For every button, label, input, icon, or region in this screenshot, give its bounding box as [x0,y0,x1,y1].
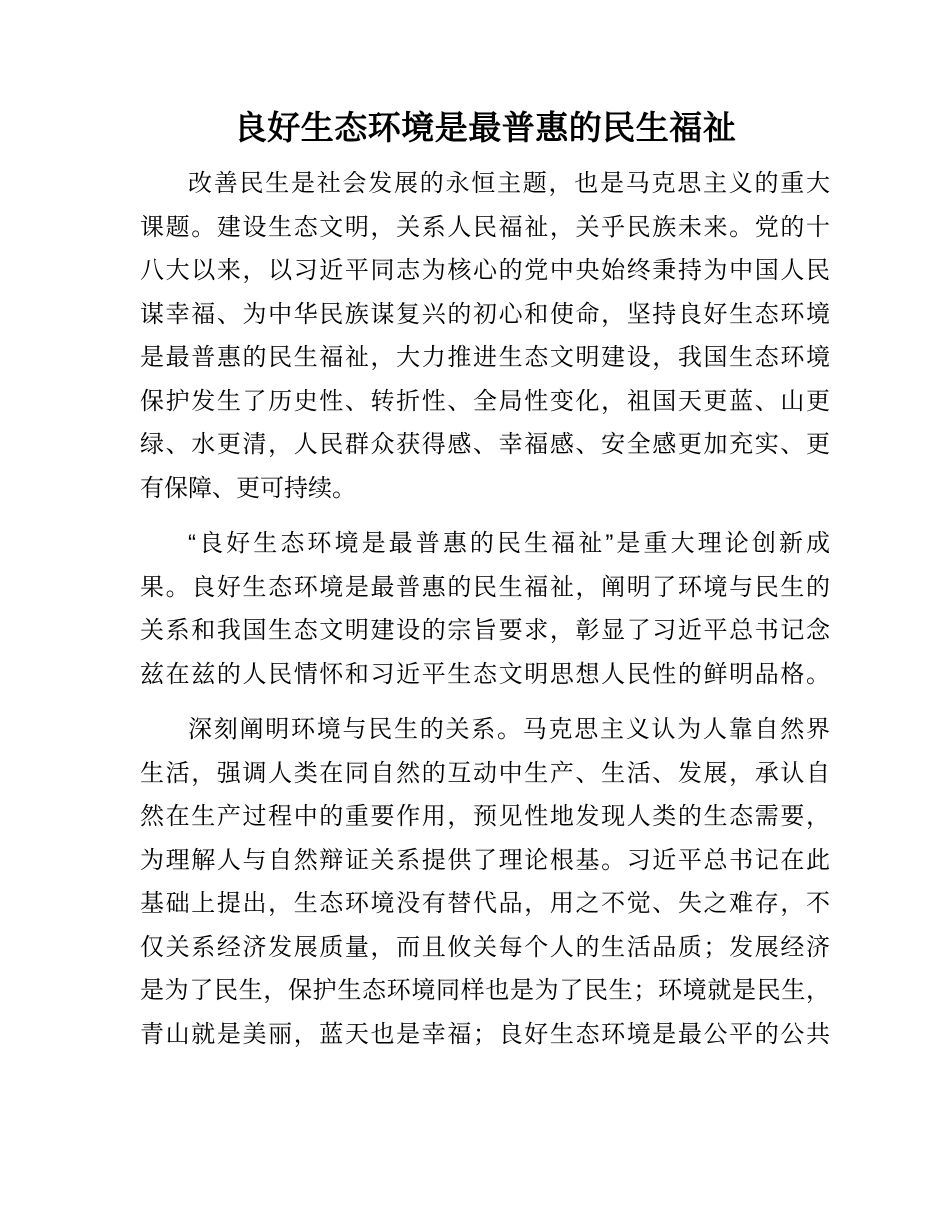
paragraph [140,708,830,1056]
text-line: 保护发生了历史性、转折性、全局性变化，祖国天更蓝、山更 [140,387,830,415]
text-line: 关系和我国生态文明建设的宗旨要求，彰显了习近平总书记念 [140,617,830,644]
paragraph [140,522,830,696]
text-line: 八大以来，以习近平同志为核心的党中央始终秉持为中国人民 [140,257,830,284]
text-line: 绿、水更清，人民群众获得感、幸福感、安全感更加充实、更 [140,431,830,458]
text-line: 为理解人与自然辩证关系提供了理论根基。习近平总书记在此 [140,846,830,874]
text-line: 生活，强调人类在同自然的互动中生产、生活、发展，承认自 [140,759,830,787]
document-body [140,162,830,1056]
text-line: 是最普惠的民生福祉，大力推进生态文明建设，我国生态环境 [140,344,830,371]
text-line: 有保障、更可持续。 [140,474,356,502]
text-line: 仅关系经济发展质量，而且攸关每个人的生活品质；发展经济 [140,933,830,961]
text-line: 是为了民生，保护生态环境同样也是为了民生；环境就是民生， [140,977,830,1004]
text-line: 然在生产过程中的重要作用，预见性地发现人类的生态需要， [140,803,830,830]
text-line: 改善民生是社会发展的永恒主题，也是马克思主义的重大 [188,170,830,197]
text-line: “良好生态环境是最普惠的民生福祉”是重大理论创新成 [188,530,830,557]
text-line: 青山就是美丽，蓝天也是幸福；良好生态环境是最公平的公共 [140,1020,830,1048]
text-line: 谋幸福、为中华民族谋复兴的初心和使命，坚持良好生态环境 [140,300,830,328]
paragraph [140,162,830,510]
text-line: 深刻阐明环境与民生的关系。马克思主义认为人靠自然界 [188,716,830,743]
text-line: 基础上提出，生态环境没有替代品，用之不觉、失之难存，不 [140,890,830,917]
document-content [140,0,830,1056]
text-line: 课题。建设生态文明，关系人民福祉，关乎民族未来。党的十 [140,213,830,241]
document-title: 良好生态环境是最普惠的民生福祉 [233,109,737,146]
text-line: 果。良好生态环境是最普惠的民生福祉，阐明了环境与民生的 [140,573,830,601]
text-line: 兹在兹的人民情怀和习近平生态文明思想人民性的鲜明品格。 [140,660,830,688]
